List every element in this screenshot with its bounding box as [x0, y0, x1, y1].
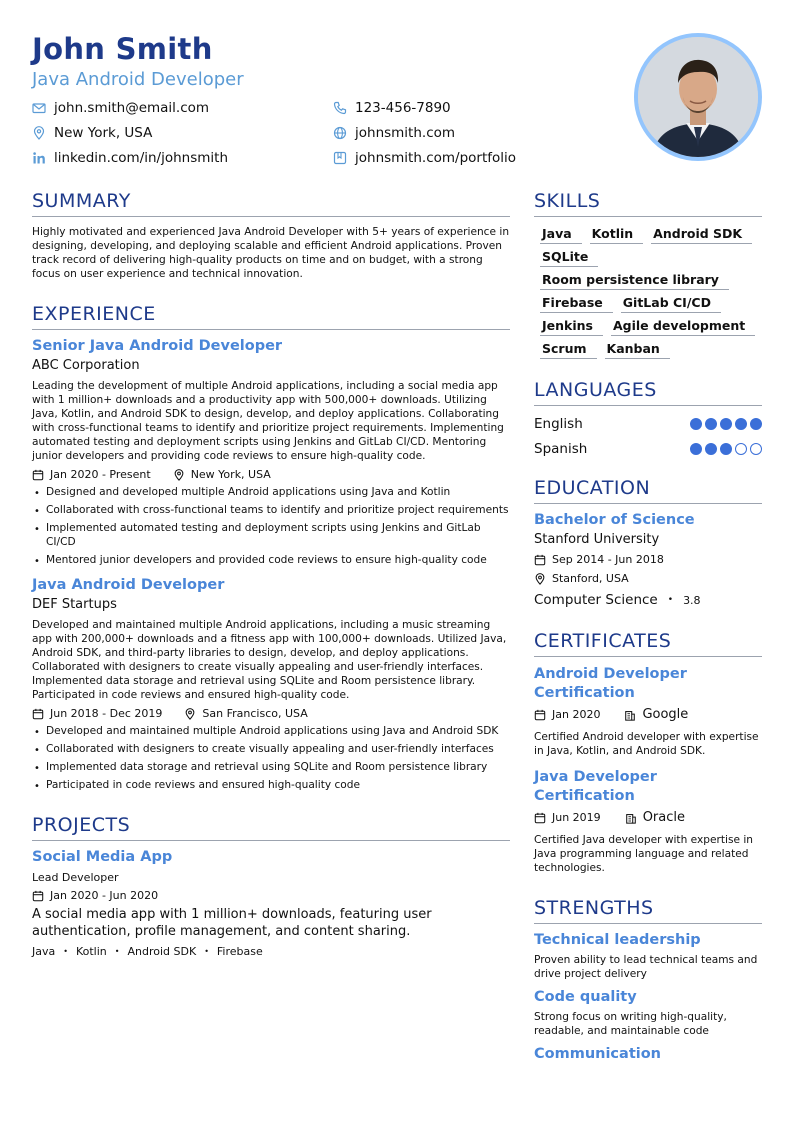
- list-item: • Implemented automated testing and deployment scripts using Jenkins and GitLab CI/CD: [32, 521, 510, 549]
- calendar-icon: [534, 709, 546, 721]
- certificate-issuer: Oracle: [642, 810, 685, 825]
- section-title: STRENGTHS: [534, 897, 762, 924]
- contact-linkedin[interactable]: [32, 150, 228, 166]
- profile-photo: [634, 33, 762, 161]
- skill-chip: Kanban: [605, 340, 670, 359]
- summary-section: [32, 190, 510, 281]
- project-item: [32, 849, 510, 958]
- job-title: Senior Java Android Developer: [32, 338, 283, 354]
- map-pin-icon: [32, 126, 46, 140]
- project-meta: [32, 889, 510, 902]
- education-gpa: 3.8: [683, 593, 701, 607]
- strength-title: Technical leadership: [534, 932, 701, 948]
- projects-section: [32, 814, 510, 958]
- education-field-row: Computer Science • 3.8: [534, 592, 701, 608]
- map-pin-icon: [184, 708, 196, 720]
- certificate-title: Java Developer Certification: [534, 769, 657, 804]
- strength-description: Strong focus on writing high-quality, readable, and maintainable code: [534, 1011, 727, 1037]
- education-field: Computer Science: [534, 592, 658, 608]
- project-tech-item: Java: [32, 945, 56, 958]
- contact-email-text: john.smith@email.com: [54, 100, 210, 116]
- job-location: San Francisco, USA: [202, 707, 308, 720]
- linkedin-icon: [32, 151, 46, 165]
- certificate-meta: [534, 707, 762, 722]
- education-dates: Sep 2014 - Jun 2018: [552, 553, 664, 566]
- job-description: Developed and maintained multiple Android applications, including a music streaming app with 200,000+ downloads and a fitness app with 100,000+ downloads. Utilized Java, Android SDK, and third-party libraries to design, develop, and deploy applications. Collaborated with designers to create visually appealing and user-friendly interfaces. Implemented data storage and retrieval using SQLite and Room persistence library. Participated in code reviews and ensured high-quality code.: [32, 619, 507, 701]
- contact-website[interactable]: [333, 125, 455, 141]
- certificate-issuer: Google: [642, 707, 689, 722]
- skill-chip: Firebase: [540, 294, 613, 313]
- envelope-icon: [32, 101, 46, 115]
- strength-item: [534, 932, 762, 981]
- project-tech-item: Kotlin: [75, 945, 107, 958]
- building-icon: [624, 709, 636, 721]
- level-dot-empty: [735, 443, 747, 455]
- project-dates: Jan 2020 - Jun 2020: [50, 889, 159, 902]
- section-title: CERTIFICATES: [534, 630, 762, 657]
- job-dates: Jan 2020 - Present: [50, 468, 151, 481]
- skill-chip: Jenkins: [540, 317, 603, 336]
- section-title: EXPERIENCE: [32, 303, 510, 330]
- languages-section: [534, 379, 762, 457]
- level-dot-filled: [705, 418, 717, 430]
- job-description: Leading the development of multiple Android applications, including a social media app with 1 million+ downloads and a productivity app with 500,000+ downloads. Utilizing Java, Kotlin, and Android SDK to design, develop, and deploy applications. Collaborating with cross-functional teams to identify and prioritize project requirements. Implementing automated testing and deployment scripts using Jenkins and GitLab CI/CD. Mentoring junior developers and providing code reviews to ensure high-quality code.: [32, 380, 504, 462]
- project-role: Lead Developer: [32, 871, 119, 884]
- contact-phone-text: 123-456-7890: [355, 100, 451, 116]
- level-dot-filled: [690, 418, 702, 430]
- education-degree: Bachelor of Science: [534, 512, 695, 528]
- level-dot-filled: [720, 418, 732, 430]
- calendar-icon: [32, 708, 44, 720]
- job-bullets: [32, 724, 510, 792]
- contact-phone[interactable]: [333, 100, 451, 116]
- strength-description: Proven ability to lead technical teams and drive project delivery: [534, 954, 758, 980]
- level-dot-filled: [735, 418, 747, 430]
- skill-chip: SQLite: [540, 248, 598, 267]
- list-item: • Collaborated with cross-functional teams to identify and prioritize project requirements: [32, 503, 510, 517]
- building-icon: [625, 812, 637, 824]
- skill-chip: Kotlin: [590, 225, 644, 244]
- strength-item: [534, 989, 762, 1038]
- skills-list: [534, 225, 762, 359]
- contact-linkedin-text: linkedin.com/in/johnsmith: [54, 150, 229, 166]
- job-bullets: [32, 485, 510, 567]
- project-description: A social media app with 1 million+ downloads, featuring user authentication, profile management, and content sharing.: [32, 907, 432, 939]
- certificate-description: Certified Java developer with expertise in Java programming language and related technologies.: [534, 834, 754, 874]
- level-dot-filled: [705, 443, 717, 455]
- job-company: DEF Startups: [32, 597, 117, 612]
- job-meta: [32, 707, 510, 720]
- education-dates-row: [534, 553, 762, 566]
- section-title: LANGUAGES: [534, 379, 762, 406]
- globe-icon: [333, 126, 347, 140]
- skill-chip: Agile development: [611, 317, 755, 336]
- level-dot-filled: [690, 443, 702, 455]
- section-title: SUMMARY: [32, 190, 510, 217]
- project-tech-item: Firebase: [216, 945, 263, 958]
- language-row: [534, 441, 762, 457]
- certificate-title: Android Developer Certification: [534, 666, 687, 701]
- section-title: PROJECTS: [32, 814, 510, 841]
- job-company: ABC Corporation: [32, 358, 140, 373]
- level-dot-empty: [750, 443, 762, 455]
- strength-item: [534, 1046, 762, 1062]
- certificates-section: [534, 630, 762, 875]
- candidate-name: John Smith: [32, 32, 213, 66]
- skill-chip: Android SDK: [651, 225, 752, 244]
- calendar-icon: [32, 469, 44, 481]
- profile-photo-image: [638, 37, 758, 157]
- experience-item: [32, 577, 510, 792]
- calendar-icon: [534, 554, 546, 566]
- language-level: [690, 418, 762, 430]
- job-dates: Jun 2018 - Dec 2019: [50, 707, 163, 720]
- language-level: [690, 443, 762, 455]
- certificate-date: Jun 2019: [552, 811, 601, 824]
- certificate-description: Certified Android developer with expertise in Java, Kotlin, and Android SDK.: [534, 731, 759, 757]
- list-item: • Mentored junior developers and provided code reviews to ensure high-quality code: [32, 553, 510, 567]
- certificate-item: [534, 768, 762, 875]
- contact-portfolio[interactable]: [333, 150, 516, 166]
- education-location-row: [534, 572, 762, 585]
- education-location: Stanford, USA: [552, 572, 629, 585]
- strengths-section: [534, 897, 762, 1062]
- portfolio-icon: [333, 151, 347, 165]
- calendar-icon: [32, 890, 44, 902]
- strength-title: Code quality: [534, 989, 637, 1005]
- job-meta: [32, 468, 510, 481]
- certificate-meta: [534, 810, 762, 825]
- candidate-title: Java Android Developer: [32, 69, 244, 90]
- language-name: Spanish: [534, 441, 588, 457]
- section-title: EDUCATION: [534, 477, 762, 504]
- skill-chip: Room persistence library: [540, 271, 729, 290]
- certificate-item: [534, 665, 762, 758]
- summary-text: Highly motivated and experienced Java Android Developer with 5+ years of experience in designing, developing, and deploying scalable and efficient Android applications. Proven track record of delivering high-quality products on time and on budget, with a strong focus on user experience and technical innovation.: [32, 226, 510, 280]
- skill-chip: GitLab CI/CD: [621, 294, 721, 313]
- calendar-icon: [534, 812, 546, 824]
- contact-portfolio-text: johnsmith.com/portfolio: [355, 150, 517, 166]
- section-title: SKILLS: [534, 190, 762, 217]
- education-section: [534, 477, 762, 608]
- project-tech: Java • Kotlin • Android SDK • Firebase: [32, 945, 263, 958]
- level-dot-filled: [750, 418, 762, 430]
- list-item: • Participated in code reviews and ensured high-quality code: [32, 778, 510, 792]
- skill-chip: Java: [540, 225, 582, 244]
- language-row: [534, 416, 762, 432]
- job-title: Java Android Developer: [32, 577, 225, 593]
- job-location: New York, USA: [190, 468, 271, 481]
- contact-location: [32, 125, 152, 141]
- level-dot-filled: [720, 443, 732, 455]
- list-item: • Collaborated with designers to create visually appealing and user-friendly interfaces: [32, 742, 510, 756]
- skill-chip: Scrum: [540, 340, 597, 359]
- experience-item: [32, 338, 510, 567]
- project-tech-item: Android SDK: [127, 945, 197, 958]
- map-pin-icon: [173, 469, 185, 481]
- map-pin-icon: [534, 573, 546, 585]
- list-item: • Implemented data storage and retrieval using SQLite and Room persistence library: [32, 760, 510, 774]
- skills-section: [534, 190, 762, 359]
- education-school: Stanford University: [534, 532, 660, 547]
- contact-website-text: johnsmith.com: [355, 125, 456, 141]
- contact-location-text: New York, USA: [54, 125, 153, 141]
- experience-section: [32, 303, 510, 792]
- list-item: • Developed and maintained multiple Android applications using Java and Android SDK: [32, 724, 510, 738]
- project-title: Social Media App: [32, 849, 173, 865]
- phone-icon: [333, 101, 347, 115]
- certificate-date: Jan 2020: [552, 708, 601, 721]
- strength-title: Communication: [534, 1046, 662, 1062]
- list-item: • Designed and developed multiple Android applications using Java and Kotlin: [32, 485, 510, 499]
- contact-email[interactable]: [32, 100, 209, 116]
- language-name: English: [534, 416, 583, 432]
